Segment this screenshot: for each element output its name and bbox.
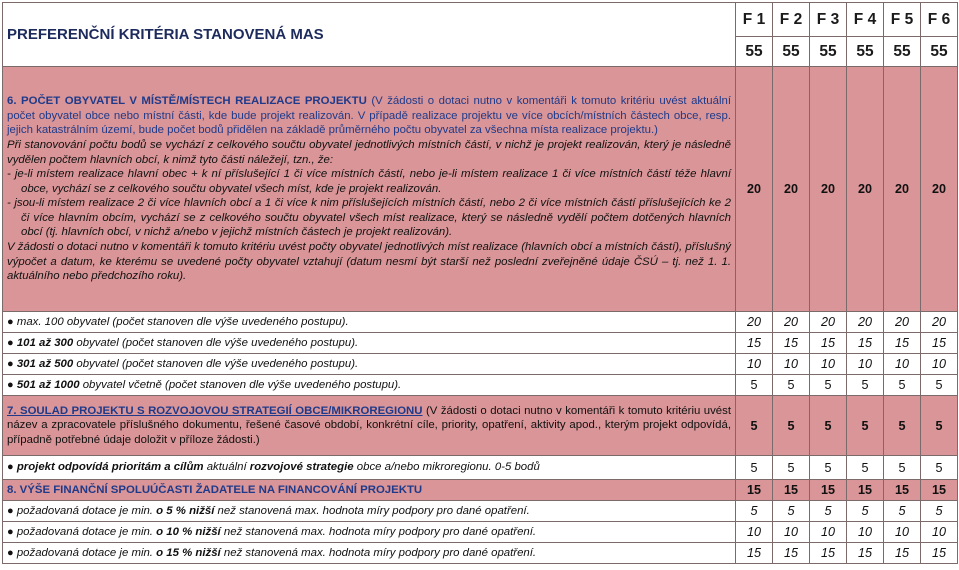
option-score: 5: [736, 456, 773, 480]
option-score: 5: [884, 456, 921, 480]
option-score: 5: [736, 375, 773, 396]
criteria-table: [2, 2, 958, 564]
option-score: 15: [736, 543, 773, 564]
option-score: 20: [884, 312, 921, 333]
column-header: F 4: [847, 3, 884, 37]
option-score: 5: [884, 501, 921, 522]
criterion-7-score: 5: [773, 396, 810, 456]
option-score: 10: [921, 354, 958, 375]
option-score: 15: [921, 543, 958, 564]
option-score: 10: [810, 354, 847, 375]
page-title-cell: [3, 3, 736, 67]
column-header: F 1: [736, 3, 773, 37]
max-points: 55: [773, 37, 810, 67]
max-points: 55: [810, 37, 847, 67]
criterion-6-option: ● 101 až 300 obyvatel (počet stanoven dle výše uvedeného postupu).: [3, 333, 736, 354]
criterion-8-option: ● požadovaná dotace je min. o 10 % nižší než stanovená max. hodnota míry podpory pro dané opatření.: [3, 522, 736, 543]
option-score: 5: [847, 501, 884, 522]
criterion-8-score: 15: [921, 480, 958, 501]
criterion-8-score: 15: [884, 480, 921, 501]
criterion-7-score: 5: [810, 396, 847, 456]
option-score: 20: [847, 312, 884, 333]
criterion-7-text: (V žádosti o dotaci nutno v komentáři k tomuto kritériu uvést název a zpracovatele příslušného dokumentu, řešené časové období, konkrétní cíle, priority, opatření, aktivity apod., kterým projekt odpovídá, případně potřebné údaje doložit v příloze žádosti.): [7, 404, 731, 446]
option-score: 5: [773, 456, 810, 480]
column-header: F 6: [921, 3, 958, 37]
criterion-8-option: ● požadovaná dotace je min. o 5 % nižší než stanovená max. hodnota míry podpory pro dané opatření.: [3, 501, 736, 522]
option-score: 15: [884, 333, 921, 354]
option-score: 10: [736, 354, 773, 375]
criterion-7-title: 7. SOULAD PROJEKTU S ROZVOJOVOU STRATEGIÍ OBCE/MIKROREGIONU: [7, 404, 423, 417]
option-score: 5: [773, 501, 810, 522]
option-score: 5: [847, 375, 884, 396]
criterion-6-option: ● 501 až 1000 obyvatel včetně (počet stanoven dle výše uvedeného postupu).: [3, 375, 736, 396]
option-score: 20: [773, 312, 810, 333]
option-score: 5: [810, 456, 847, 480]
option-score: 20: [736, 312, 773, 333]
option-score: 10: [736, 522, 773, 543]
criterion-8-score: 15: [847, 480, 884, 501]
option-score: 15: [810, 333, 847, 354]
criterion-8-score: 15: [810, 480, 847, 501]
option-score: 5: [810, 501, 847, 522]
option-score: 20: [921, 312, 958, 333]
option-score: 5: [847, 456, 884, 480]
criterion-6-description: [3, 67, 736, 312]
criterion-6-rule: Při stanovování počtu bodů se vychází z celkového součtu obyvatel jednotlivých místních částí, v nichž je projekt realizován, který je následně vydělen počtem hlavních obcí, k nimž tyto části náležejí, tzn., že:: [7, 138, 731, 166]
option-score: 5: [810, 375, 847, 396]
criterion-7-score: 5: [921, 396, 958, 456]
criterion-6-score: 20: [736, 67, 773, 312]
criterion-8-score: 15: [773, 480, 810, 501]
option-score: 10: [773, 522, 810, 543]
criterion-6-intro: (V žádosti o dotaci nutno v komentáři k tomuto kritériu uvést aktuální počet obyvatel obce nebo místní části, kde bude projekt realizován. V případě realizace projektu ve více obcích/místních částech obce, resp. jejich katastrálním území, bude počet bodů přidělen na základě průměrného počtu obyvatel za všechna místa realizace projektu.): [7, 95, 731, 137]
criterion-6-score: 20: [810, 67, 847, 312]
criterion-6-score: 20: [773, 67, 810, 312]
option-score: 5: [736, 501, 773, 522]
option-score: 15: [810, 543, 847, 564]
criterion-6-score: 20: [847, 67, 884, 312]
criterion-6-score: 20: [884, 67, 921, 312]
criterion-8-option: ● požadovaná dotace je min. o 15 % nižší než stanovená max. hodnota míry podpory pro dané opatření.: [3, 543, 736, 564]
option-score: 20: [810, 312, 847, 333]
criterion-6-closing: V žádosti o dotaci nutno v komentáři k tomuto kritériu uvést počty obyvatel jednotlivých míst realizace (hlavních obcí a místních částí), příslušný výpočet a datum, ke kterému se uvedené počty obyvatel vztahují (datum nesmí být starší než poslední zveřejněné údaje ČSÚ – tj. než 1. 1. aktuálního nebo předchozího roku).: [7, 241, 731, 283]
column-header: F 5: [884, 3, 921, 37]
criterion-8-description: [3, 480, 736, 501]
option-score: 10: [773, 354, 810, 375]
option-score: 5: [921, 375, 958, 396]
criterion-7-description: [3, 396, 736, 456]
criterion-6-bullet-2: - jsou-li místem realizace 2 či více hlavních obcí a 1 či více k nim příslušejících místních částí, nebo 2 či více místních částí příslušejících ke 2 či více hlavním obcím, vychází se z celkového součtu obyvatel všech míst realizace, který se následně vydělí počtem dotčených hlavních obcí (tj. hlavních obcí, v nichž a/nebo v jejichž místních částech je projekt realizován).: [7, 197, 731, 239]
page-title: PREFERENČNÍ KRITÉRIA STANOVENÁ MAS: [7, 25, 324, 43]
max-points: 55: [884, 37, 921, 67]
option-score: 5: [773, 375, 810, 396]
column-header: F 3: [810, 3, 847, 37]
option-score: 5: [921, 501, 958, 522]
criterion-7-score: 5: [884, 396, 921, 456]
criterion-8-title: 8. VÝŠE FINANČNÍ SPOLUÚČASTI ŽADATELE NA FINANCOVÁNÍ PROJEKTU: [7, 483, 423, 496]
option-score: 10: [884, 354, 921, 375]
option-score: 15: [773, 543, 810, 564]
max-points: 55: [921, 37, 958, 67]
criterion-6-option: ● max. 100 obyvatel (počet stanoven dle výše uvedeného postupu).: [3, 312, 736, 333]
max-points: 55: [847, 37, 884, 67]
column-header: F 2: [773, 3, 810, 37]
criterion-7-score: 5: [736, 396, 773, 456]
option-score: 5: [884, 375, 921, 396]
option-score: 15: [921, 333, 958, 354]
option-score: 15: [884, 543, 921, 564]
option-score: 10: [847, 354, 884, 375]
criterion-6-title: 6. POČET OBYVATEL V MÍSTĚ/MÍSTECH REALIZACE PROJEKTU: [7, 95, 367, 108]
option-score: 10: [847, 522, 884, 543]
criterion-8-score: 15: [736, 480, 773, 501]
criterion-6-option: ● 301 až 500 obyvatel (počet stanoven dle výše uvedeného postupu).: [3, 354, 736, 375]
option-score: 5: [921, 456, 958, 480]
criterion-7-option: ● projekt odpovídá prioritám a cílům aktuální rozvojové strategie obce a/nebo mikroregionu. 0-5 bodů: [3, 456, 736, 480]
criterion-6-score: 20: [921, 67, 958, 312]
option-score: 15: [847, 333, 884, 354]
option-score: 10: [884, 522, 921, 543]
option-score: 10: [810, 522, 847, 543]
criterion-6-bullet-1: - je-li místem realizace hlavní obec + k ní příslušející 1 či více místních částí, nebo je-li místem realizace 1 či více místních částí téže hlavní obce, vychází se z celkového součtu obyvatel všech míst, kde je projekt realizován.: [7, 168, 731, 195]
option-score: 10: [921, 522, 958, 543]
option-score: 15: [736, 333, 773, 354]
option-score: 15: [773, 333, 810, 354]
option-score: 15: [847, 543, 884, 564]
max-points: 55: [736, 37, 773, 67]
criterion-7-score: 5: [847, 396, 884, 456]
